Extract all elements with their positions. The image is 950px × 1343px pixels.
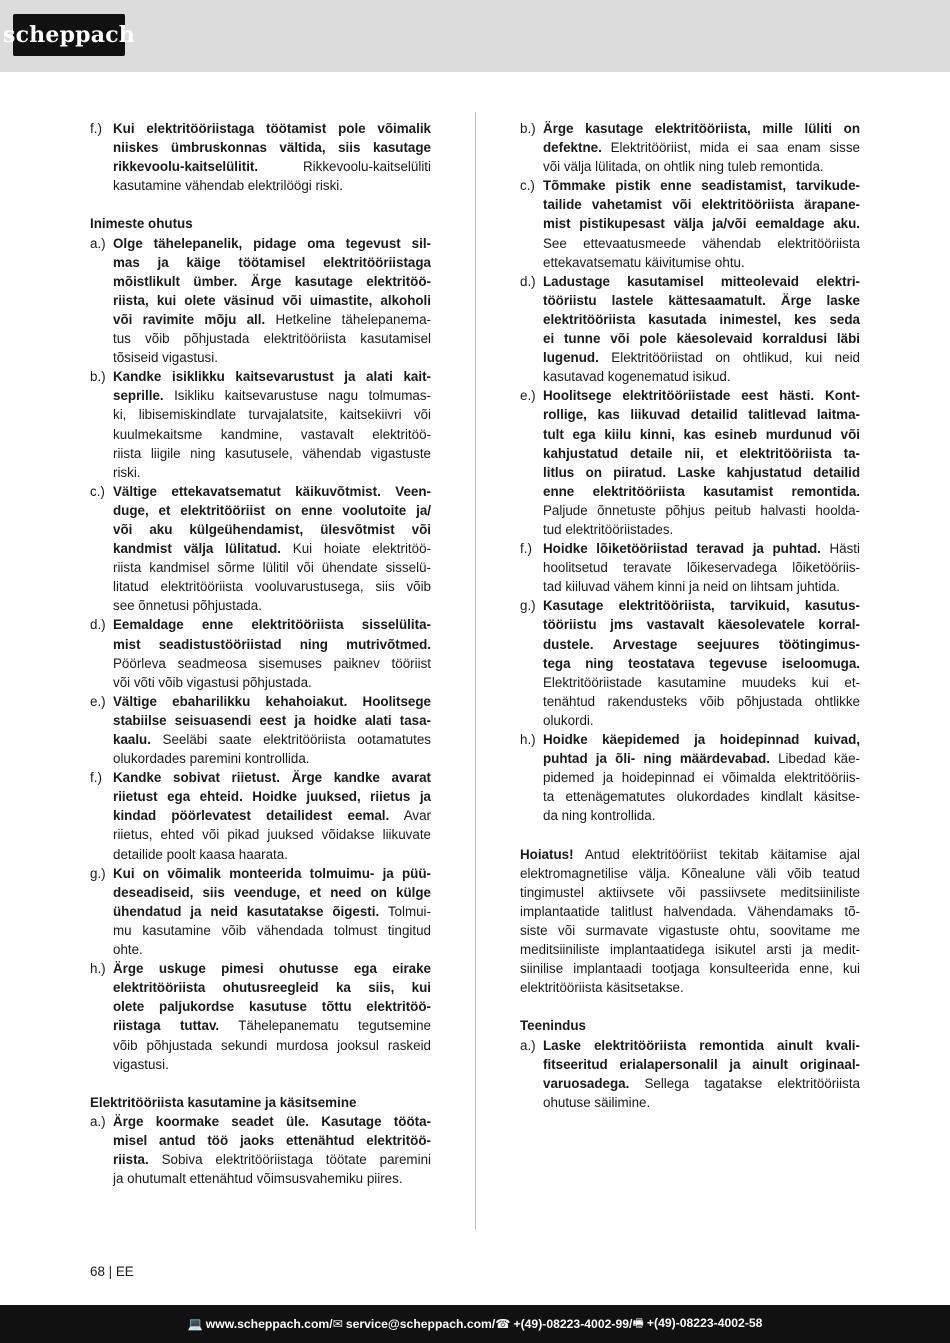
text-line (113, 1131, 431, 1150)
bold-text: Hoidke käepidemed ja hoidepinnad kuivad, (543, 732, 860, 747)
bold-text: olete paljukordse kasutuse tõttu elektritöö- (113, 999, 431, 1015)
bold-text: ei tunne või pole käesolevaid korraldusi läbi (543, 331, 860, 347)
text-line: elektromagnetilise välja. Kõnealune väli võib teatud (520, 865, 860, 881)
text-line (543, 1074, 860, 1093)
regular-text: Seeläbi saate elektritööriista ootamatutes (150, 732, 431, 747)
bold-text: Hoolitsege elektritööriistade eest hästi. Kont- (543, 388, 860, 404)
bold-text: deseadiseid, siis veenduge, et need on külge (113, 884, 431, 900)
list-item-label: g.) (520, 598, 536, 614)
text-line: litatud elektritööriista vooluvarustusega, siis võib (113, 579, 431, 595)
bold-text: või aku külgeühendamist, ülesvõtmist või (113, 521, 431, 537)
text-line (543, 405, 860, 424)
text-line (113, 997, 431, 1016)
text-line: riietus, ehted või pikad juuksed võidakse liikuvate (113, 827, 431, 843)
left-column (90, 119, 431, 1188)
text-line (520, 845, 860, 864)
regular-text: Avar (389, 808, 431, 824)
footer-web-url[interactable]: www.scheppach.com (205, 1317, 330, 1331)
text-line: või välja lülitada, on ohtlik ning tuleb remontida. (543, 159, 824, 175)
bold-text: kaalu. (113, 732, 151, 747)
list-item-label: c.) (90, 483, 105, 499)
bold-text: kindad pöörlevatest detailidest eemal. (113, 808, 390, 824)
text-line (543, 654, 860, 673)
text-line: elektritööriista käsitsetakse. (520, 980, 684, 996)
bold-text: Laske elektritööriista remontida ainult kvali- (543, 1037, 860, 1053)
text-line (113, 234, 431, 253)
bold-text: defektne. (543, 140, 602, 156)
list-item (520, 176, 860, 271)
footer-fax (632, 1314, 762, 1335)
text-line (113, 367, 431, 386)
text-line: detailide poolt kaasa haarata. (113, 846, 288, 862)
regular-text: Isikliku kaitsevarustuse nagu tolmumas- (163, 388, 431, 404)
text-line: kuulmekaitsme kandmine, vastavalt elektritöö- (113, 426, 431, 442)
list-item (90, 367, 431, 482)
text-line: vigastusi. (113, 1056, 169, 1072)
bold-text: Kandke sobivat riietust. Ärge kandke avarat (113, 770, 431, 786)
column-divider (475, 112, 476, 1230)
text-line (543, 444, 860, 463)
list-item-label: f.) (520, 541, 532, 557)
text-line (113, 787, 431, 806)
text-line (543, 195, 860, 214)
regular-text: Sobiva elektritööriistaga töötate paremini (148, 1152, 431, 1168)
text-line: tad kiiluvad vähem kinni ja neid on lihtsam juhtida. (543, 579, 840, 595)
list-item (90, 864, 431, 959)
text-line (543, 596, 860, 615)
bold-text: riistaga tuttav. (113, 1018, 220, 1034)
text-line (113, 711, 431, 730)
section-heading: Inimeste ohutus (90, 216, 193, 232)
bold-text: tult ega kiilu kinni, kas esineb murdunud või (543, 426, 860, 442)
text-line (113, 1016, 431, 1035)
bold-text: Ladustage kasutamisel mitteolevaid elektri- (543, 273, 860, 289)
list-item (520, 119, 860, 176)
bold-text: riista. (113, 1152, 149, 1168)
text-line (543, 425, 860, 444)
footer-email-address[interactable]: service@scheppach.com (345, 1317, 492, 1331)
page-header (0, 0, 950, 72)
bold-text: dustele. Arvestage seejuures töötingimus- (543, 636, 860, 652)
text-line (543, 730, 860, 749)
text-line: tenähtud rakendusteks võib põhjustada ohtlikke (543, 693, 860, 709)
paragraph-gap (520, 997, 860, 1016)
text-line: Pöörleva seadmeosa sisemuses paiknev tööriist (113, 655, 431, 671)
text-line (543, 176, 860, 195)
bold-text: varuosadega. (543, 1075, 630, 1091)
list-item-label: c.) (520, 178, 535, 194)
bold-text: Hoidke lõiketööriistad teravad ja puhtad. (543, 541, 821, 557)
bold-text: Vältige ettekavatsematut käikuvõtmist. Veen- (113, 483, 431, 499)
bold-text: Olge tähelepanelik, pidage oma tegevust sil- (113, 235, 431, 251)
list-item (520, 272, 860, 387)
text-line (543, 119, 860, 138)
text-line (113, 291, 431, 310)
text-line: pidemed ja hoidepinnad ei võimalda elektritööriis- (543, 770, 860, 786)
regular-text: Elektritööriistad on ohtlikud, kui neid (598, 350, 860, 366)
text-line: ki, libisemiskindlate turvajalatsite, kaitsekiivri või (113, 407, 431, 423)
text-line (113, 883, 431, 902)
bold-text: kandmist välja lülitatud. (113, 541, 281, 557)
footer-separator: / (629, 1317, 633, 1331)
text-line (113, 272, 431, 291)
bold-text: enne elektritööriista kasutamist remontida. (543, 483, 860, 499)
bold-text: tailide vahetamist või elektritööriista ärapane- (543, 197, 860, 213)
text-line (113, 310, 431, 329)
text-line (543, 386, 860, 405)
bold-text: ühendatud ja neid kasutatakse õigesti. (113, 903, 380, 919)
list-item (520, 730, 860, 825)
regular-text: Kui hoiate elektritöö- (280, 541, 432, 557)
page-number: 68 | EE (90, 1264, 134, 1279)
bold-text: elektritööriista ohutusreegleid ka siis, kui (113, 980, 431, 996)
list-item-label: b.) (520, 121, 536, 136)
scheppach-logo: scheppach (13, 14, 125, 56)
text-line: olukordades paremini kontrollida. (113, 751, 310, 767)
bold-text: tega ning teostatava tegevuse iseloomuga. (543, 655, 860, 671)
list-item (520, 386, 860, 539)
bold-text: või ravimite mõju all. (113, 311, 266, 327)
list-item-label: d.) (90, 617, 106, 633)
text-line: tud elektritööriistades. (543, 521, 674, 537)
regular-text: Tolmui- (379, 903, 431, 919)
bold-text: Kandke isiklikku kaitsevarustust ja alati kait- (113, 369, 431, 385)
bold-text: Hoiatus! (520, 846, 574, 862)
text-line: meditsiiniliste implantaatidega isikutel arsti ja medit- (520, 942, 860, 958)
bold-text: tööriistu jms vastavalt käesolevatele korral- (543, 617, 860, 633)
text-line (113, 615, 431, 634)
text-line (113, 1150, 431, 1169)
footer-phone-number: +(49)-08223-4002-99 (513, 1317, 629, 1331)
bold-text: niiskes ümbruskonnas vältida, siis kasutage (113, 140, 431, 156)
bold-text: tööriistu lastele kättesaamatult. Ärge laske (543, 292, 860, 308)
bold-text: rikkevoolu-kaitselülitit. (113, 159, 259, 175)
text-line (113, 1112, 431, 1131)
list-item (90, 959, 431, 1074)
list-item-label: b.) (90, 369, 106, 385)
text-line: kasutavad kogenematud isikud. (543, 369, 731, 385)
section-heading: Elektritööriista kasutamine ja käsitsemine (90, 1094, 357, 1110)
paragraph-gap (520, 825, 860, 844)
list-item-label: d.) (520, 273, 536, 289)
text-line (113, 482, 431, 501)
regular-text: Rikkevoolu-kaitselüliti (258, 159, 431, 175)
text-line (113, 768, 431, 787)
list-item-label: e.) (90, 693, 106, 709)
bold-text: mõistlikult ümber. Ärge kasutage elektritöö- (113, 273, 431, 289)
text-line: või võti võib vigastusi põhjustada. (113, 674, 312, 690)
list-item-label: f.) (90, 121, 102, 136)
text-line (543, 482, 860, 501)
text-line: võib põhjustada sekundi murdosa jooksul raskeid (113, 1037, 431, 1053)
bold-text: Kui elektritööriistaga töötamist pole võimalik (113, 121, 431, 136)
bold-text: duge, et elektritööriist on enne voolutoite ja/ (113, 502, 431, 518)
text-line (543, 749, 860, 768)
list-item (90, 768, 431, 863)
bold-text: kahjustatud detaile nii, et elektritööriista ta- (543, 445, 860, 461)
bold-text: mas ja käige töötamisel elektritööriistaga (113, 254, 431, 270)
bold-text: Kasutage elektritööriista, tarvikuid, kasutus- (543, 598, 860, 614)
text-line (113, 119, 431, 138)
text-line: ohte. (113, 942, 143, 958)
list-item-label: e.) (520, 388, 536, 404)
text-line: da ning kontrollida. (543, 808, 656, 824)
bold-text: misel antud töö jaoks ettenähtud elektritöö- (113, 1132, 431, 1148)
bold-text: litlus on piiratud. Laske kahjustatud detailid (543, 464, 860, 480)
regular-text: Elektritööriist, mida ei saa enam sisse (601, 140, 860, 156)
list-item (90, 615, 431, 691)
regular-text: Hetkeline tähelepanema- (265, 311, 431, 327)
bold-text: stabiilse seisuasendi eest ja hoidke alati tasa- (113, 712, 431, 728)
footer-web (187, 1317, 333, 1331)
text-line: tingimustel aktiivsete või passiivsete meditsiiniliste (520, 884, 860, 900)
regular-text: Tähelepanematu tegutsemine (219, 1018, 431, 1034)
list-item-label: g.) (90, 865, 106, 881)
bold-text: Ärge kasutage elektritööriista, mille lüliti on (543, 121, 860, 136)
text-line (113, 806, 431, 825)
text-line: tus võib põhjustada elektritööriista kasutamisel (113, 331, 431, 347)
text-line (543, 291, 860, 310)
text-line: riski. (113, 464, 141, 480)
text-line: kasutamine vähendab elektrilöögi riski. (113, 178, 343, 194)
footer-separator: / (491, 1317, 496, 1331)
text-line (113, 539, 431, 558)
text-line: implantaatide talitlust halvendada. Vähendamaks tõ- (520, 903, 860, 919)
list-item (90, 692, 431, 768)
list-item-label: f.) (90, 770, 102, 786)
bold-text: mist pistikupesast välja ja/või eemaldage aku. (543, 216, 860, 232)
footer-email (333, 1317, 492, 1331)
text-line (543, 214, 860, 233)
list-item (90, 1112, 431, 1188)
warning-paragraph (520, 845, 860, 998)
text-line (543, 272, 860, 291)
bold-text: rollige, kas liikuvad detailid talitlevad laitma- (543, 407, 860, 423)
text-line (543, 539, 860, 558)
paragraph-gap (90, 195, 431, 214)
text-line: riista kandmisel sõrme lülitil või ühendate sisselü- (113, 560, 431, 576)
fax-icon: 🖷 (632, 1315, 644, 1330)
list-item-label: h.) (520, 732, 536, 747)
regular-text: Antud elektritööriist tekitab käitamise ajal (573, 846, 860, 862)
bold-text: mist seadistustööriistad ning mutrivõtmed. (113, 636, 431, 652)
mail-icon: ✉ (332, 1317, 343, 1331)
phone-icon: ☎ (495, 1317, 511, 1331)
text-line: ta ettenägematutes olukordades kindlalt käsitse- (543, 789, 860, 805)
bold-text: seprille. (113, 388, 164, 404)
computer-icon: 💻 (187, 1317, 203, 1331)
bold-text: elektritööriista kasutada inimestel, kes seda (543, 311, 860, 327)
bold-text: Kui on võimalik monteerida tolmuimu- ja püü- (113, 865, 431, 881)
text-line (543, 310, 860, 329)
regular-text: Libedad käe- (769, 751, 860, 767)
text-line (113, 138, 431, 157)
text-line (543, 1036, 860, 1055)
text-line (113, 692, 431, 711)
bold-text: Tõmmake pistik enne seadistamist, tarvikude- (543, 178, 860, 194)
text-line (543, 615, 860, 634)
text-line: hoolitsetud teravate lõikeservadega lõiketööriis- (543, 560, 860, 576)
text-line (543, 635, 860, 654)
text-line (113, 730, 431, 749)
text-line: ettekavatsematu käivitumise ohtu. (543, 254, 745, 270)
text-line (113, 501, 431, 520)
list-item (520, 539, 860, 596)
bold-text: fitseeritud erialapersonalil ja ainult originaal- (543, 1056, 860, 1072)
list-item-label: a.) (90, 1113, 106, 1129)
right-column (520, 119, 860, 1112)
text-line: ohutuse säilimine. (543, 1094, 651, 1110)
list-item (520, 1036, 860, 1112)
bold-text: lugenud. (543, 350, 599, 366)
text-line (113, 253, 431, 272)
text-line (543, 138, 860, 157)
footer-phone (495, 1317, 629, 1331)
footer-separator: / (329, 1317, 333, 1331)
text-line (113, 520, 431, 539)
list-item-label: h.) (90, 961, 106, 977)
bold-text: Ärge uskuge pimesi ohutusse ega eirake (113, 961, 431, 977)
footer-fax-number: +(49)-08223-4002-58 (646, 1315, 763, 1330)
text-line (543, 348, 860, 367)
text-line: siste või surmavate vigastuste ohtu, soovitame me (520, 922, 860, 938)
page-footer (0, 1305, 950, 1343)
text-line (543, 463, 860, 482)
text-line: riista liigile ning kasutusele, vähendab vigastuste (113, 445, 431, 461)
section-heading: Teenindus (520, 1018, 586, 1034)
text-line: mu kasutamine võib vähendada tolmust tingitud (113, 922, 431, 938)
regular-text: Sellega tagatakse elektritööriista (629, 1075, 860, 1091)
list-item (90, 234, 431, 368)
bold-text: Ärge koormake seadet üle. Kasutage tööta- (113, 1113, 431, 1129)
list-item-label: a.) (520, 1037, 536, 1053)
text-line: see õnnetusi põhjustada. (113, 598, 262, 614)
bold-text: Vältige ebaharilikku kehahoiakut. Hoolitsege (113, 693, 431, 709)
list-item (520, 596, 860, 730)
text-line: See ettevaatusmeede vähendab elektritööriista (543, 235, 860, 251)
text-line: olukordi. (543, 712, 594, 728)
paragraph-gap (90, 1074, 431, 1093)
bold-text: Eemaldage enne elektritööriista sisselülita- (113, 617, 431, 633)
text-line (113, 386, 431, 405)
text-line: siinilise implantaadi tootjaga konsulteerida enne, kui (520, 961, 860, 977)
text-line (113, 635, 431, 654)
bold-text: riietust ega ehteid. Hoidke juuksed, riietus ja (113, 789, 431, 805)
text-line: tõsiseid vigastusi. (113, 350, 218, 366)
text-line (113, 864, 431, 883)
bold-text: riista, kui olete väsinud või uimastite, alkoholi (113, 292, 431, 308)
text-line (543, 329, 860, 348)
text-line (113, 978, 431, 997)
text-line: Paljude õnnetuste põhjus peitub halvasti hoolda- (543, 502, 860, 518)
text-line (113, 902, 431, 921)
bold-text: puhtad ja õli- ning määrdevabad. (543, 751, 770, 767)
list-item (90, 482, 431, 616)
list-item (90, 119, 431, 195)
text-line (113, 157, 431, 176)
regular-text: Hästi (820, 541, 861, 557)
text-line (543, 1055, 860, 1074)
list-item-label: a.) (90, 235, 106, 251)
text-line (113, 959, 431, 978)
text-line: ja ohutumalt ettenähtud võimsusvahemiku piires. (113, 1171, 403, 1187)
text-line: Elektritööriistade kasutamine muudeks kui et- (543, 674, 860, 690)
